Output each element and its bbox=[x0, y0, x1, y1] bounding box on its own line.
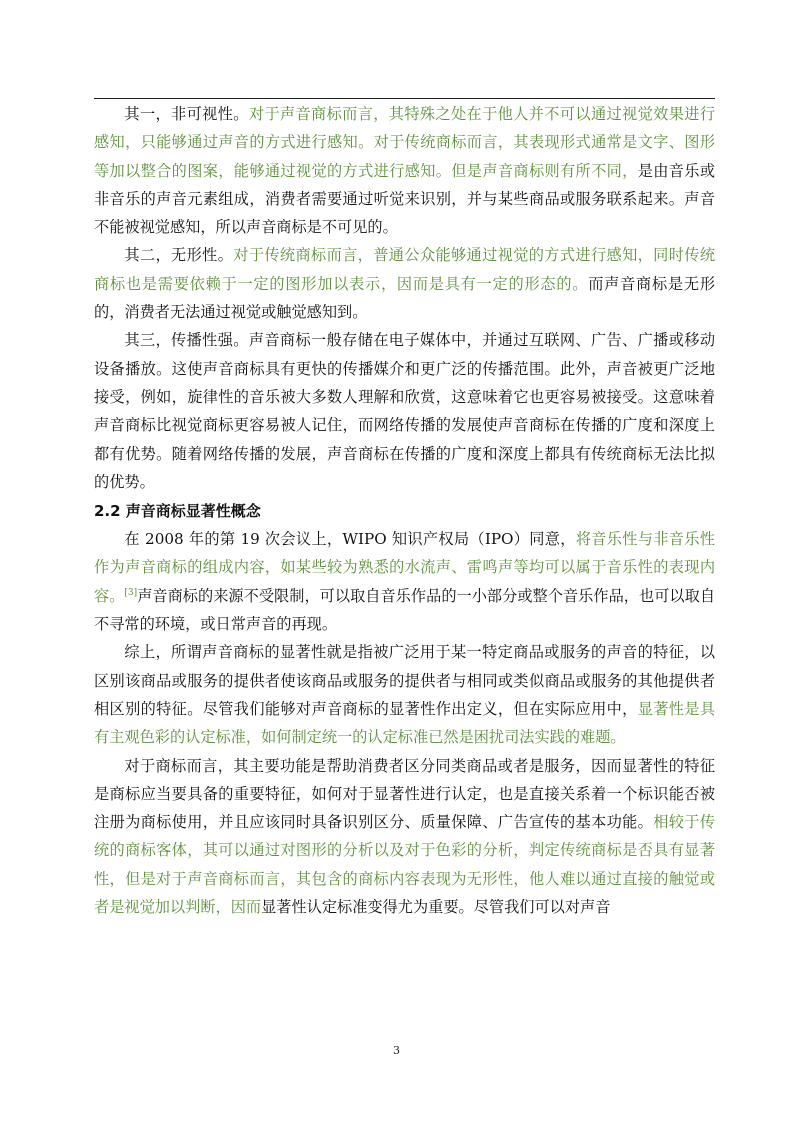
text-segment: 在 2008 年的第 19 次会议上，WIPO 知识产权局（IPO）同意， bbox=[124, 530, 576, 549]
highlighted-text-segment: 显著性是具有主观色彩的认定标准，如何制定统一的认定标准已然是困扰司法实践的难题。 bbox=[94, 699, 716, 747]
text-segment: 综上，所谓声音商标的显著性就是指被广泛用于某一特定商品或服务的声音的特征，以区别该商品或服务的提供者使该商品或服务的提供者与相同或类似商品或服务的其他提供者相区别的特征。尽管我们能够对声音商标的显著性作出定义，但在实际应用中， bbox=[94, 643, 715, 718]
section-heading: 2.2 声音商标显著性概念 bbox=[94, 502, 261, 521]
paragraph-5 bbox=[94, 638, 715, 751]
highlighted-text-segment: 相较于传统的商标客体，其可以通过对图形的分析以及对于色彩的分析，判定传统商标是否具有显著性，但是对于声音商标而言，其包含的商标内容表现为无形性，他人难以通过直接的触觉或者是视觉加以判断，因而 bbox=[94, 813, 716, 917]
text-segment: 其三，传播性强。声音商标一般存储在电子媒体中，并通过互联网、广告、广播或移动设备播放。这使声音商标具有更快的传播媒介和更广泛的传播范围。此外，声音被更广泛地接受，例如，旋律性的音乐被大多数人理解和欣赏，这意味着它也更容易被接受。这意味着声音商标比视觉商标更容易被人记住，而网络传播的发展使声音商标在传播的广度和深度上都有优势。随着网络传播的发展，声音商标在传播的广度和深度上都具有传统商标无法比拟的优势。 bbox=[94, 331, 715, 491]
document-body bbox=[94, 100, 715, 921]
citation-marker: [3] bbox=[124, 587, 138, 598]
highlighted-text-segment: 对于传统商标而言，普通公众能够通过视觉的方式进行感知，同时传统商标也是需要依赖于一定的图形加以表示，因而是具有一定的形态的。 bbox=[94, 246, 716, 293]
highlighted-text-segment: 对于声音商标而言，其特殊之处在于他人并不可以通过视觉效果进行感知，只能够通过声音的方式进行感知。对于传统商标而言，其表现形式通常是文字、图形等加以整合的图案，能够通过视觉的方式进行感知。但是声音商标则有所不同， bbox=[94, 105, 716, 180]
text-segment: 其二，无形性。 bbox=[124, 246, 234, 265]
text-segment: 其一，非可视性。 bbox=[124, 105, 249, 123]
highlighted-text-segment: 将音乐性与非音乐性作为声音商标的组成内容，如某些较为熟悉的水流声、雷鸣声等均可以属于音乐性的表现内容。 bbox=[94, 530, 715, 605]
paragraph-4 bbox=[94, 525, 715, 638]
text-segment: 声音商标的来源不受限制，可以取自音乐作品的一小部分或整个音乐作品，也可以取自不寻常的环境，或日常声音的再现。 bbox=[94, 586, 716, 634]
header-rule bbox=[94, 98, 715, 99]
paragraph-2 bbox=[94, 241, 715, 326]
text-segment: 是由音乐或非音乐的声音元素组成，消费者需要通过听觉来识别，并与某些商品或服务联系起来。声音不能被视觉感知，所以声音商标是不可见的。 bbox=[94, 161, 716, 237]
text-segment: 显著性认定标准变得尤为重要。尽管我们可以对声音 bbox=[261, 898, 611, 917]
text-segment: 而声音商标是无形的，消费者无法通过视觉或触觉感知到。 bbox=[94, 274, 716, 322]
paragraph-1 bbox=[94, 100, 715, 241]
text-segment: 对于商标而言，其主要功能是帮助消费者区分同类商品或者是服务，因而显著性的特征是商标应当要具备的重要特征，如何对于显著性进行认定，也是直接关系着一个标识能否被注册为商标使用，并且应该同时具备识别区分、质量保障、广告宣传的基本功能。 bbox=[94, 756, 715, 832]
paragraph-3 bbox=[94, 326, 715, 496]
page-number: 3 bbox=[393, 1044, 400, 1057]
paragraph-6 bbox=[94, 752, 715, 922]
